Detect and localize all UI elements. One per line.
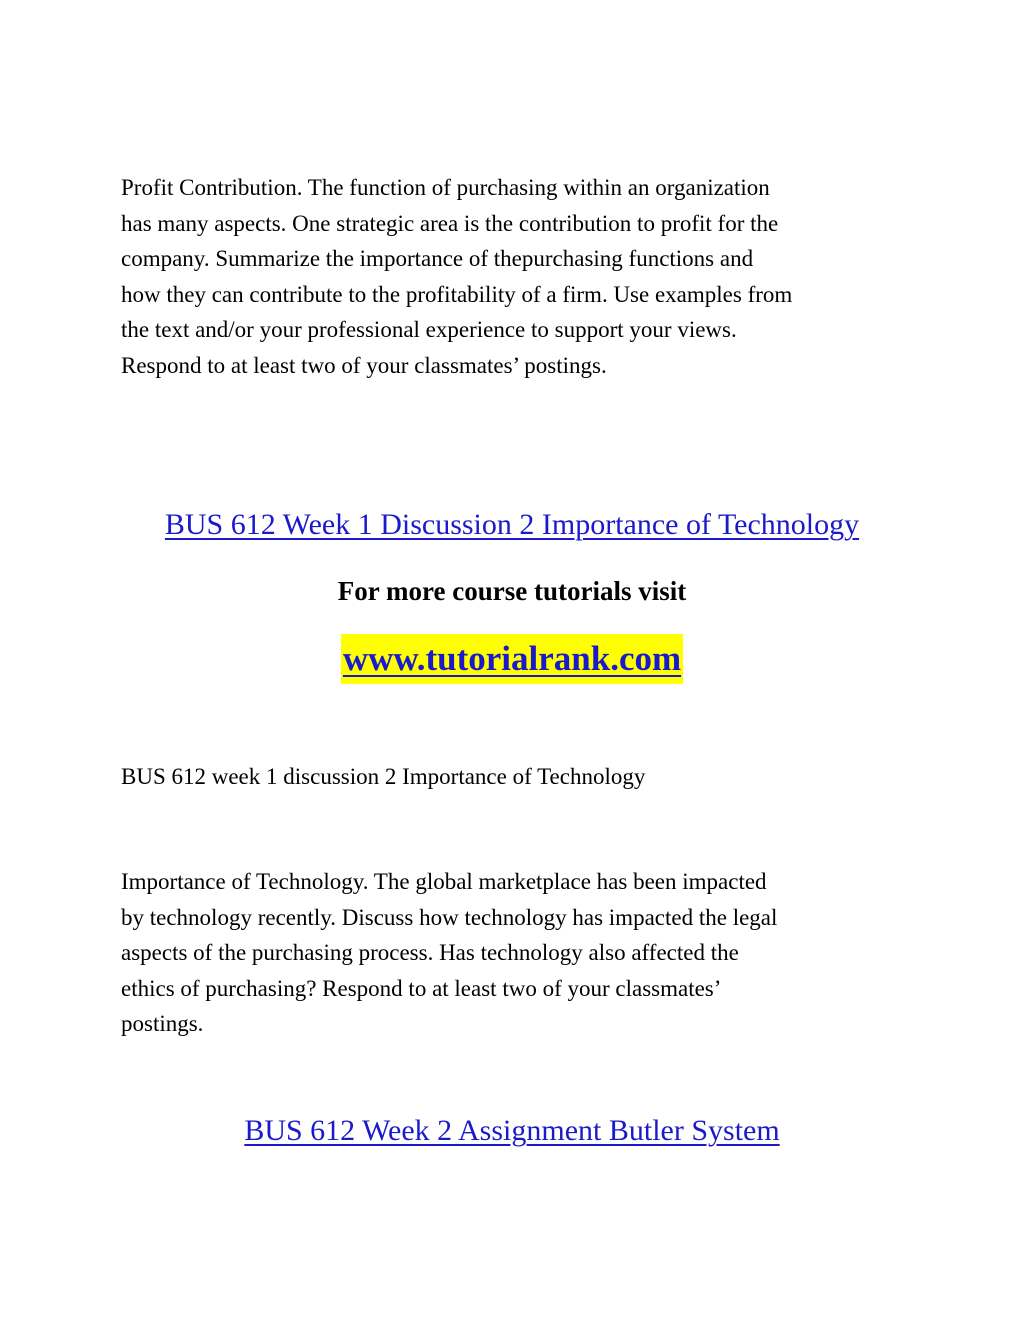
week1-discussion2-link[interactable]: BUS 612 Week 1 Discussion 2 Importance of Technology	[164, 508, 860, 541]
tutorialrank-link[interactable]: www.tutorialrank.com	[341, 634, 683, 684]
importance-of-technology-paragraph	[121, 864, 921, 1042]
promo-url-container	[0, 634, 1024, 684]
paragraph-line: Importance of Technology. The global marketplace has been impacted	[121, 869, 767, 894]
paragraph-line: ethics of purchasing? Respond to at least two of your classmates’	[121, 975, 722, 1001]
paragraph-line: by technology recently. Discuss how technology has impacted the legal	[121, 904, 778, 930]
paragraph-line: aspects of the purchasing process. Has technology also affected the	[121, 940, 739, 965]
paragraph-line: has many aspects. One strategic area is the contribution to profit for the	[121, 210, 779, 236]
paragraph-line: how they can contribute to the profitability of a firm. Use examples from	[121, 281, 793, 307]
week2-assignment-link[interactable]: BUS 612 Week 2 Assignment Butler System	[244, 1114, 780, 1147]
promo-label: For more course tutorials visit	[337, 576, 687, 606]
profit-contribution-paragraph	[121, 170, 921, 383]
paragraph-line: postings.	[121, 1011, 204, 1036]
paragraph-line: Respond to at least two of your classmates’ postings.	[121, 352, 607, 378]
paragraph-line: the text and/or your professional experience to support your views.	[121, 317, 737, 342]
paragraph-line: Profit Contribution. The function of purchasing within an organization	[121, 175, 770, 200]
discussion-subtitle: BUS 612 week 1 discussion 2 Importance of Technology	[121, 764, 646, 789]
paragraph-line: company. Summarize the importance of thepurchasing functions and	[121, 246, 754, 271]
